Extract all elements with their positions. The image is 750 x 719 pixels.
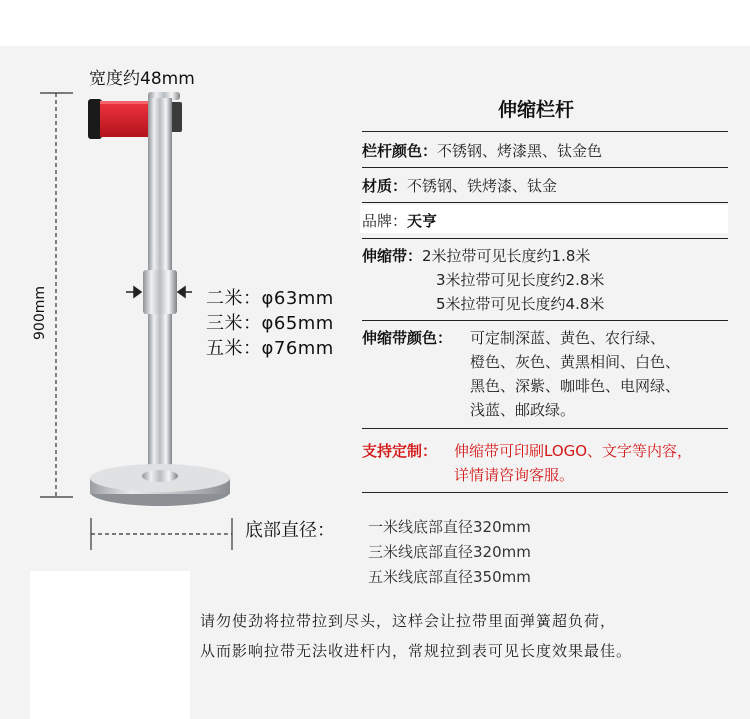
belt-color-line: 可定制深蓝、黄色、农行绿、 — [470, 329, 666, 347]
brand-label: 品牌： — [362, 212, 408, 230]
pole-clamp — [143, 270, 177, 314]
divider — [362, 320, 728, 321]
brand-row — [362, 210, 728, 231]
belt-head — [88, 99, 150, 139]
spec-title: 伸缩栏杆 — [498, 99, 575, 121]
pole-color-label: 栏杆颜色： — [362, 142, 438, 160]
belt-color-label: 伸缩带颜色： — [362, 329, 453, 347]
base-line: 五米线底部直径350mm — [368, 568, 531, 586]
base-dimension-line — [91, 518, 232, 550]
divider — [362, 428, 728, 429]
diameter-3m: 三米：φ65mm — [206, 313, 334, 334]
divider — [362, 238, 728, 239]
belt-line: 2米拉带可见长度约1.8米 — [422, 247, 591, 265]
height-label: 900mm — [32, 286, 48, 340]
divider — [362, 492, 728, 493]
custom-label: 支持定制： — [362, 442, 438, 460]
material-row — [362, 175, 728, 196]
belt-line: 3米拉带可见长度约2.8米 — [436, 271, 605, 289]
material-value: 不锈钢、铁烤漆、钛金 — [407, 177, 558, 195]
width-label: 宽度约48mm — [89, 69, 195, 89]
belt-label: 伸缩带： — [362, 247, 423, 265]
custom-line: 详情请咨询客服。 — [454, 466, 575, 484]
brand-value: 天亨 — [407, 212, 438, 230]
base-title: 底部直径： — [245, 520, 335, 541]
belt-color-line: 橙色、灰色、黄黑相间、白色、 — [470, 353, 681, 371]
divider — [362, 202, 728, 203]
base-line: 三米线底部直径320mm — [368, 543, 531, 561]
pole-color-value: 不锈钢、烤漆黑、钛金色 — [437, 142, 603, 160]
diameter-2m: 二米：φ63mm — [206, 288, 334, 309]
pole-color-row — [362, 140, 728, 161]
divider — [362, 131, 728, 132]
custom-line: 伸缩带可印刷LOGO、文字等内容， — [454, 442, 693, 460]
divider — [362, 167, 728, 168]
warning-line: 从而影响拉带无法收进杆内，常规拉到表可见长度效果最佳。 — [200, 642, 633, 660]
warning-line: 请勿使劲将拉带拉到尽头，这样会让拉带里面弹簧超负荷， — [200, 612, 617, 630]
belt-color-line: 浅蓝、邮政绿。 — [470, 401, 576, 419]
base-plate — [90, 464, 230, 506]
belt-line: 5米拉带可见长度约4.8米 — [436, 295, 605, 313]
base-line: 一米线底部直径320mm — [368, 518, 531, 536]
material-label: 材质： — [362, 177, 408, 195]
diameter-5m: 五米：φ76mm — [206, 338, 334, 359]
belt-color-line: 黑色、深紫、咖啡色、电网绿、 — [470, 377, 681, 395]
